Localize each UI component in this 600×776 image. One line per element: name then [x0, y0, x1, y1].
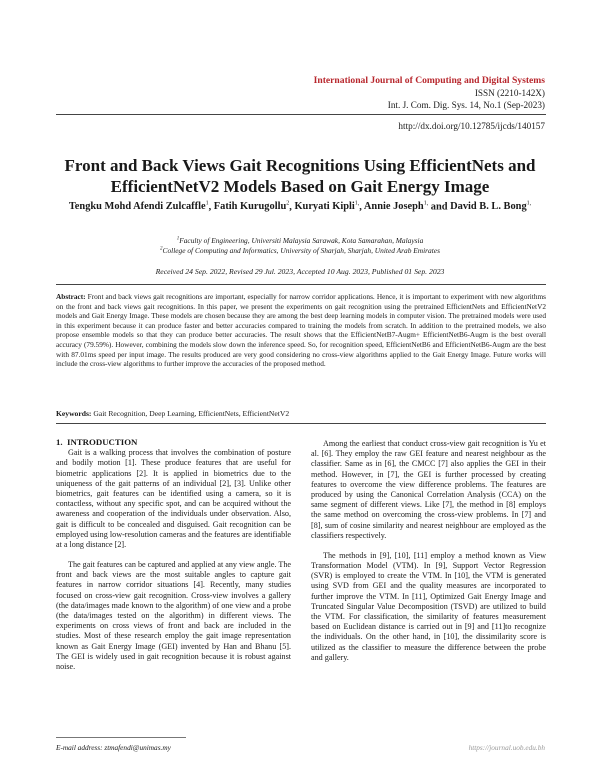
right-column: [311, 439, 546, 663]
author-list: Tengku Mohd Afendi Zulcaffle$^1$, Fatih Kurugollu$^2$, Kuryati Kipli$^{1,}$, Annie Joseph$^{1,}$ and David B. L. Bong$^{1,}$: [68, 201, 532, 213]
author: Fatih Kurugollu$^2$: [213, 201, 290, 213]
journal-url[interactable]: https://journal.uob.edu.bh: [468, 743, 545, 752]
doi-link[interactable]: http://dx.doi.org/10.12785/ijcds/140157: [398, 121, 545, 131]
paragraph: The methods in [9], [10], [11] employ a method known as View Transformation Model (VTM). In [9], Support Vector Regression (SVR) is employed to create the VTM. In [10], the VTM is generated using SVD from GEI and the quality measures are incorporated to further improve the VTM. In [11], Optimized Gait Energy Image and Truncated Singular Value Decomposition (TSVD) are utilized to build the VTM. For classification, the similarity of features measurement based on Euclidean distance is carried out in [9] and [11]to recognize the individuals. On the other hand, in [10], the dissimilarity score is utilized as the classifier to measure the difference between the probe and gallery.: [311, 550, 546, 662]
author: Annie Joseph$^{1,}$: [363, 201, 429, 213]
paragraph: Gait is a walking process that involves the combination of posture and bodily motion [1]. These produce features that are useful for biometric applications [2]. It is applied in biometrics due to the uniqueness of the gait patterns of an individual [2], [3]. Unlike other biometrics, gait features can be identified using a camera, so it is contactless, without any specific spot, and can be acquired without the awareness and cooperation of the individuals under observation. Also, gait is difficult to be concealed and disguised. Gait recognition can be employed using low-resolution cameras and the features are identifiable at a long distance [2].: [56, 448, 291, 549]
paragraph: Among the earliest that conduct cross-view gait recognition is Yu et al. [6]. They employ the raw GEI feature and nearest neighbour as the classifier. Same as in [6], the CMCC [7] also applies the GEI in their method. However, in [7], the GEI is further processed by creating features to overcome the view difference problems. The features are produced by using the Canonical Correlation Analysis (CCA) on the same segment of different views. Like [7], the method in [8] employs the same method on overcoming the cross-view problems. In [7] and [8], sum of cosine similarity and nearest neighbour are employed as the classifiers respectively.: [311, 439, 546, 540]
keywords-label: Keywords:: [56, 409, 92, 418]
header-rule: [56, 114, 546, 115]
paragraph: The gait features can be captured and applied at any view angle. The front and back views are the most suitable angles to capture gait features in narrow corridor situations [4]. Recently, many studies focused on cross-view gait recognition. Cross-view involves a gallery (the data/images made known to the algorithm) of one view and a probe (the data/images tested on the algorithm) in different views. The experiments on cross views of front and back are included in the studies. Most of these research employ the gait image representation known as Gait Energy Image (GEI) invented by Han and Bhanu [5]. The GEI is widely used in gait recognition because it is robust against noise.: [56, 560, 291, 671]
footnote-rule: [56, 737, 186, 738]
abstract-label: Abstract:: [56, 292, 86, 301]
corresponding-email[interactable]: E-mail address: ztmafendi@unimas.my: [56, 743, 171, 752]
section-heading: 1. INTRODUCTION: [56, 437, 138, 447]
abstract: [56, 292, 546, 369]
journal-name: International Journal of Computing and Digital Systems: [313, 75, 545, 86]
keywords-text: Gait Recognition, Deep Learning, EfficientNets, EfficientNetV2: [93, 409, 290, 418]
citation: Int. J. Com. Dig. Sys. 14, No.1 (Sep-2023): [387, 100, 545, 110]
affiliation-1: $^1$Faculty of Engineering, Universiti Malaysia Sarawak, Kota Samarahan, Malaysia: [176, 236, 424, 245]
abstract-text: Front and back views gait recognitions are important, especially for narrow corridor applications. Hence, it is important to experiment with new algorithms on the front and back views gait recognitions. In this paper, we present the experiments on gait recognition using the pretrained EfficientNets and EfficientNetV2 models and Gait Energy Image. These models are chosen because they are among the best deep learning models in computer vision. The pretrained models were used in this experiment because it can produce faster and better accuracies compared to training the models from scratch. In addition to the pretrained models, we also propose ensemble models so that they can produce better accuracies. The result shows that the EfficientNetB7-Augm+ EfficientNetB6-Augm is the best overall accuracy (79.59%). However, combining the models slow down the inference speed. So, for recognition speed, EfficientNetB6 and EfficientNetB6-Augm are the best with 87.01ms speed per input image. The results produced are very good considering no cross-view algorithms applied to the Gait Energy Image. Future works will include the cross-view algorithms to further improve the accuracies of the proposed method.: [56, 292, 546, 369]
author: David B. L. Bong$^{1,}$: [450, 201, 532, 213]
abstract-top-rule: [56, 284, 546, 285]
paper-title: Front and Back Views Gait Recognitions Using EfficientNets and EfficientNetV2 Models Based on Gait Energy Image: [64, 156, 536, 196]
author: Kuryati Kipli$^{1,}$: [294, 201, 360, 213]
issn: ISSN (2210-142X): [474, 88, 545, 98]
author: Tengku Mohd Afendi Zulcaffle$^1$: [68, 201, 209, 213]
keywords: [56, 409, 546, 418]
affiliation-2: $^2$College of Computing and Informatics, University of Sharjah, Sharjah, United Arab Emirates: [160, 246, 440, 255]
keywords-bottom-rule: [56, 423, 546, 424]
received-dates: Received 24 Sep. 2022, Revised 29 Jul. 2023, Accepted 10 Aug. 2023, Published 01 Sep. 2023: [155, 267, 445, 276]
left-column: [56, 437, 291, 672]
